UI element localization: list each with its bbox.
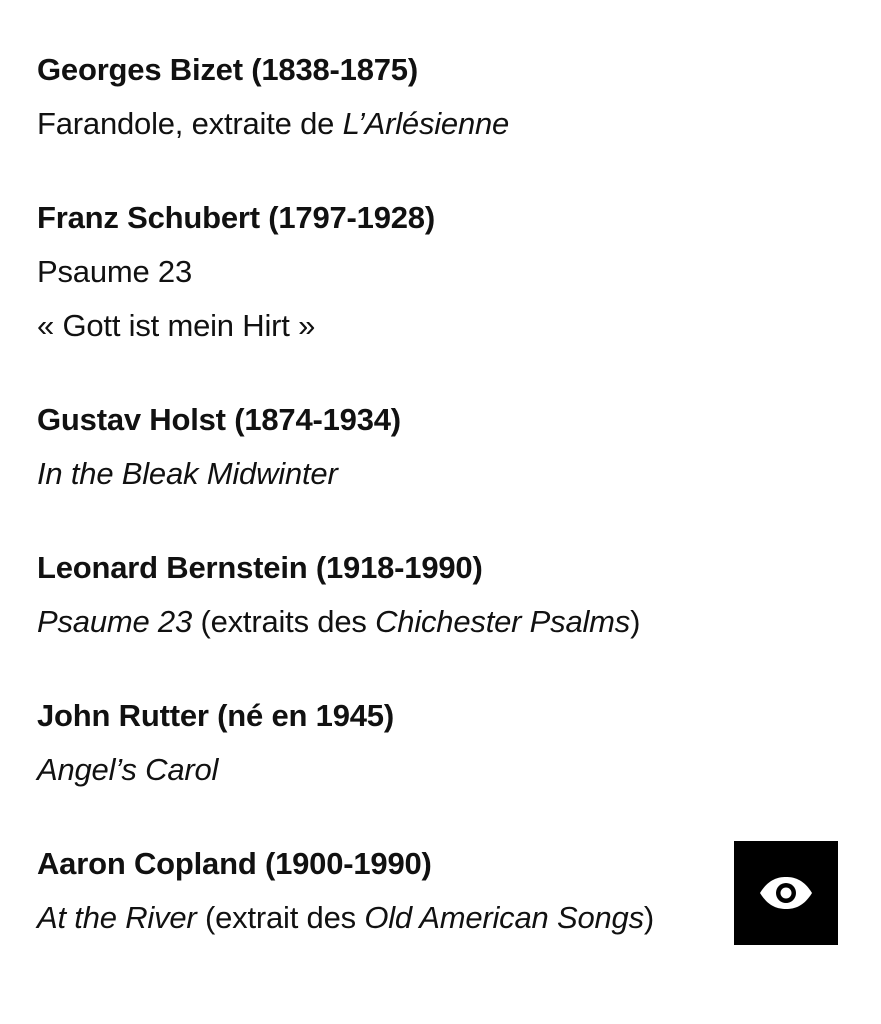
composer-heading: Aaron Copland (1900-1990) <box>37 846 432 881</box>
work-title-line <box>37 454 837 494</box>
work-title-italic: Psaume 23 <box>37 604 193 639</box>
work-title-text: ) <box>643 900 655 935</box>
work-title-line <box>37 252 837 292</box>
composer-heading: Leonard Bernstein (1918-1990) <box>37 550 483 585</box>
work-title-line <box>37 306 837 346</box>
work-title-text: (extraits des <box>192 604 376 639</box>
composer-heading: Gustav Holst (1874-1934) <box>37 402 401 437</box>
view-toggle-button[interactable] <box>734 841 838 945</box>
work-title-text: Psaume 23 <box>37 254 193 289</box>
program-entry <box>37 844 837 938</box>
work-title-text: (extrait des <box>196 900 365 935</box>
eye-icon <box>758 876 814 910</box>
program-entry <box>37 400 837 494</box>
work-title-line <box>37 104 837 144</box>
composer-heading: John Rutter (né en 1945) <box>37 698 394 733</box>
work-title-line <box>37 750 837 790</box>
work-title-italic: Old American Songs <box>364 900 644 935</box>
work-title-line <box>37 898 837 938</box>
program-list <box>37 50 837 992</box>
program-entry <box>37 548 837 642</box>
composer-heading: Georges Bizet (1838-1875) <box>37 52 418 87</box>
work-title-line <box>37 602 837 642</box>
program-entry <box>37 198 837 346</box>
work-title-text: « Gott ist mein Hirt » <box>37 308 316 343</box>
work-title-text: ) <box>630 604 641 639</box>
program-entry <box>37 50 837 144</box>
composer-heading: Franz Schubert (1797-1928) <box>37 200 435 235</box>
work-title-italic: At the River <box>37 900 197 935</box>
work-title-italic: Chichester Psalms <box>375 604 631 639</box>
work-title-text: Farandole, extraite de <box>37 106 343 141</box>
program-entry <box>37 696 837 790</box>
work-title-italic: L’Arlésienne <box>342 106 510 141</box>
work-title-italic: Angel’s Carol <box>37 752 219 787</box>
work-title-italic: In the Bleak Midwinter <box>37 456 338 491</box>
